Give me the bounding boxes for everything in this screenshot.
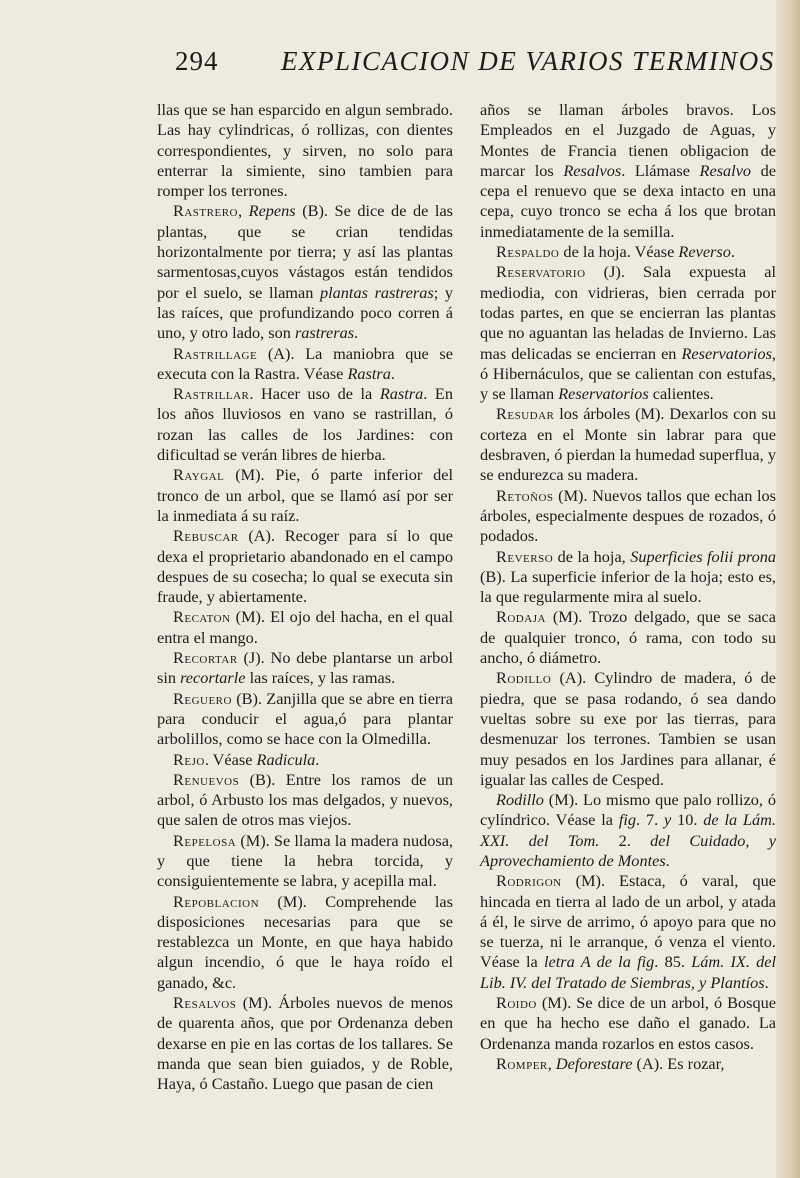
entry-headword: Repelosa <box>173 830 237 850</box>
page-number: 294 <box>175 46 219 76</box>
entry-headword: Reverso <box>496 546 554 566</box>
italic-term: plantas rastreras <box>319 282 434 302</box>
dictionary-entry <box>157 607 453 648</box>
entry-headword: Renuevos <box>173 769 240 789</box>
dictionary-entry <box>157 526 453 607</box>
entry-text: (M). Comprehende las disposiciones necesarias para que se restablezca un Monte, en que haya habido algun incendio, ó que le haya roído el ganado, &c. <box>157 891 453 992</box>
entry-text: (B). Entre los ramos de un arbol, ó Arbusto los mas delgados, y nuevos, que salen de otros mas viejos. <box>157 769 453 830</box>
entry-text: (A). Es rozar, <box>632 1053 725 1073</box>
entry-text: . Véase <box>204 749 257 769</box>
entry-text: (M). Estaca, ó varal, que hincada en tierra al lado de un arbol, y atada á él, le sirve de arrimo, ó apoyo para que no se tuerza, ni le arranque, ó venza el viento. Véase la <box>480 871 776 972</box>
dictionary-entry <box>157 689 453 750</box>
dictionary-entry <box>480 790 776 871</box>
entry-text: (B). La superficie inferior de la hoja; esto es, la que regularmente mira al suelo. <box>480 566 776 607</box>
entry-headword: Roido <box>496 993 537 1013</box>
right-column <box>480 100 776 1074</box>
page-header <box>175 44 775 86</box>
dictionary-entry <box>157 384 453 465</box>
entry-text: (B). Se dice de de las plantas, que se crian tendidas horizontalmente por tierra; y así las plantas sarmentosas,cuyos vástagos están tendidos por el suelo, se llaman <box>157 201 454 302</box>
left-column <box>157 100 453 1095</box>
entry-text: (M). Trozo delgado, que se saca de qualquier tronco, ó rama, con todo su ancho, ó diámetro. <box>480 607 776 668</box>
dictionary-entry <box>157 648 453 689</box>
dictionary-entry <box>480 486 776 547</box>
entry-text: . 7. <box>636 810 664 830</box>
entry-text: . En los años lluviosos en vano se rastrillan, ó rozan las calles de los Jardines: con dificultad se verán libres de hierba. <box>157 384 453 465</box>
entry-headword: Raygal <box>173 465 225 485</box>
dictionary-entry <box>157 831 453 892</box>
entry-text: . <box>354 323 359 343</box>
dictionary-entry <box>157 344 453 385</box>
dictionary-entry <box>480 993 776 1054</box>
italic-term: Rodillo <box>496 790 544 810</box>
entry-headword: Rastrillar <box>173 384 250 404</box>
italic-term: Reservatorios <box>681 343 772 363</box>
entry-text: 10. <box>671 810 704 830</box>
dictionary-entry <box>480 547 776 608</box>
italic-term: Deforestare <box>555 1053 633 1073</box>
entry-text: de la hoja, <box>553 546 631 566</box>
entry-text: (J). No debe plantarse un arbol sin <box>157 648 453 688</box>
entry-text: años se llaman árboles bravos. Los Empleados en el Juzgado de Aguas, y Montes de Francia tienen obligacion de marcar los <box>480 100 776 180</box>
italic-term: Lám. IX. del Lib. IV. del Tratado de Siembras, y Plantíos <box>480 952 777 992</box>
entry-text: llas que se han esparcido en algun sembrado. Las hay cylindricas, ó rollizas, con dientes correspondientes, y sirven, no solo para enterrar la simiente, sino tambien para romper los terrones. <box>157 100 453 201</box>
entry-text: de la hoja. Véase <box>559 242 679 262</box>
italic-term: Rastra <box>379 384 424 404</box>
dictionary-entry <box>157 770 453 831</box>
italic-term: Resalvo <box>699 160 752 180</box>
entry-text: (M). Nuevos tallos que echan los árboles, especialmente despues de rozados, ó podados. <box>480 485 776 546</box>
page-edge-shadow <box>776 0 800 1178</box>
italic-term: Radicula <box>256 749 316 769</box>
italic-term: Superficies folii prona <box>630 546 776 566</box>
italic-term: y <box>664 810 672 830</box>
italic-term: Reverso <box>678 242 731 262</box>
entry-headword: Rodaja <box>496 607 546 627</box>
entry-text: las raíces, y las ramas. <box>245 668 396 688</box>
dictionary-entry <box>157 100 453 201</box>
running-head: EXPLICACION DE VARIOS TERMINOS <box>281 46 775 76</box>
italic-term: fig <box>618 810 637 830</box>
dictionary-entry <box>480 1054 776 1074</box>
entry-text: . <box>315 749 320 769</box>
dictionary-entry <box>480 607 776 668</box>
entry-headword: Rebuscar <box>173 526 239 546</box>
entry-headword: Repoblacion <box>173 891 260 911</box>
entry-text: , <box>547 1053 556 1073</box>
entry-text: (M). Se llama la madera nudosa, y que tiene la hebra torcida, y consiguientemente se labra, y acepilla mal. <box>157 830 453 891</box>
dictionary-entry <box>157 993 453 1094</box>
entry-text: . Llámase <box>621 160 700 180</box>
dictionary-entry <box>157 465 453 526</box>
italic-term: recortarle <box>180 668 246 688</box>
italic-term: Repens <box>248 201 296 221</box>
entry-text: , ó Hibernáculos, que se calientan con estufas, y se llaman <box>480 343 776 404</box>
entry-text: (J). Sala expuesta al mediodia, con vidrieras, bien cerrada por todas partes, en que se encierran las plantas que no aguantan las heladas de Invierno. Las mas delicadas se encierran en <box>480 262 776 363</box>
entry-headword: Romper <box>496 1053 548 1073</box>
entry-headword: Retoños <box>496 485 554 505</box>
entry-text: . 85. <box>654 952 692 972</box>
dictionary-entry <box>157 201 453 343</box>
entry-text: (A). Cylindro de madera, ó de piedra, que se pasa rodando, ó sea dando vueltas sobre su exe por las tierras, para desmenuzar los terrones. Tambien se usan muy pesados en los Jardines para allanar, é igualar las calles de Cesped. <box>480 668 776 789</box>
entry-text: (B). Zanjilla que se abre en tierra para conducir el agua,ó para plantar arbolillos, como se hace con la Olmedilla. <box>157 688 453 749</box>
entry-headword: Rodillo <box>496 668 552 688</box>
entry-text: (M). Se dice de un arbol, ó Bosque en que ha hecho ese daño el ganado. La Ordenanza manda rozarlos en estos casos. <box>480 993 776 1053</box>
entry-text: de cepa el renuevo que se dexa intacto en una cepa, cuyo tronco se echa á los que brotan inmediatamente de la semilla. <box>480 160 777 241</box>
entry-text: . Hacer uso de la <box>249 384 380 404</box>
entry-text: , <box>237 201 249 221</box>
entry-text: . <box>665 850 670 870</box>
dictionary-entry <box>480 871 776 993</box>
dictionary-entry <box>157 750 453 770</box>
dictionary-entry <box>157 892 453 993</box>
entry-text: calientes. <box>648 384 714 404</box>
entry-headword: Reservatorio <box>496 262 586 282</box>
entry-headword: Rejo <box>173 749 205 769</box>
dictionary-entry <box>480 404 776 485</box>
italic-term: rastreras <box>294 323 355 343</box>
entry-text: . <box>390 363 395 383</box>
entry-text: . <box>764 972 769 992</box>
entry-text: (A). Recoger para sí lo que dexa el proprietario abandonado en el campo despues de su cosecha; lo qual se executa sin fraude, y abiertamente. <box>157 526 453 607</box>
entry-headword: Rastrillage <box>173 343 258 363</box>
italic-term: Reservatorios <box>558 384 649 404</box>
dictionary-entry <box>480 242 776 262</box>
dictionary-entry <box>480 100 776 242</box>
dictionary-entry <box>480 262 776 404</box>
italic-term: Resalvos <box>563 160 622 180</box>
entry-text: . <box>730 242 735 262</box>
italic-term: letra A de la fig <box>544 952 655 972</box>
entry-headword: Rastrero <box>173 201 238 221</box>
italic-term: Rastra <box>347 363 391 383</box>
entry-text: (M). El ojo del hacha, en el qual entra el mango. <box>157 607 453 647</box>
entry-text: ; y las raíces, que profundizando poco corren á uno, y otro lado, son <box>157 282 453 343</box>
entry-text: (M). Lo mismo que palo rollizo, ó cylíndrico. Véase la <box>480 790 776 830</box>
entry-headword: Recaton <box>173 607 231 627</box>
entry-headword: Recortar <box>173 648 238 668</box>
dictionary-entry <box>480 668 776 790</box>
entry-text: (M). Árboles nuevos de menos de quarenta años, que por Ordenanza deben dexarse en pie en las cortas de los tallares. Se manda que sean bien guiados, y de Roble, Haya, ó Castaño. Luego que pasan de cien <box>157 993 453 1094</box>
italic-term: del Cuidado, y Aprovechamiento de Montes <box>480 830 776 870</box>
entry-headword: Reguero <box>173 688 232 708</box>
entry-text: (M). Pie, ó parte inferior del tronco de un arbol, que se llamó así por ser la inmediata á su raíz. <box>157 465 453 525</box>
entry-headword: Respaldo <box>496 242 560 262</box>
entry-text: 2. <box>599 830 651 850</box>
entry-text: (A). La maniobra que se executa con la Rastra. Véase <box>157 343 453 383</box>
entry-headword: Resalvos <box>173 993 237 1013</box>
entry-headword: Resudar <box>496 404 555 424</box>
entry-text: los árboles (M). Dexarlos con su corteza en el Monte sin labrar para que desbraven, ó pierdan la humedad superflua, y se endurezca su madera. <box>480 404 776 485</box>
italic-term: de la Lám. XXI. del Tom. <box>480 810 776 850</box>
entry-headword: Rodrigon <box>496 871 562 891</box>
